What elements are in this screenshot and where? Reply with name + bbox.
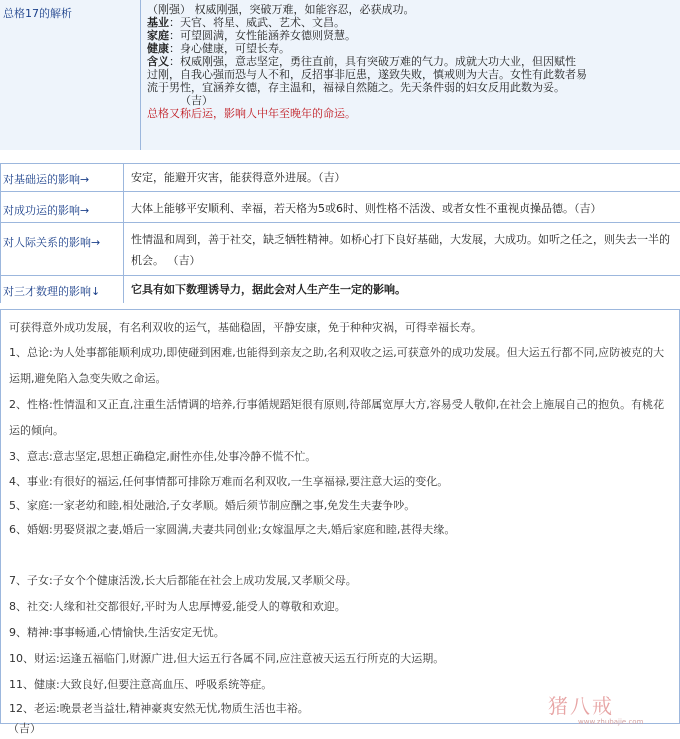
row-value: 性情温和周到，善于社交，缺乏牺牲精神。如桥心打下良好基础，大发展，大成功。如听之任之，则失去一半的机会。 （吉） <box>131 233 670 267</box>
footer-ji: （吉） <box>8 722 41 735</box>
list-item: 10、财运:运逢五福临门,财源广进,但大运五行各属不同,应注意被天运五行所克的大运期。 <box>9 652 445 665</box>
watermark-logo: 猪八戒 <box>548 694 614 718</box>
list-item: 7、子女:子女个个健康活泼,长大后都能在社会上成功发展,又孝顺父母。 <box>9 574 357 587</box>
detail-line-ji: （吉） <box>180 94 213 107</box>
row-value: 大体上能够平安顺利、幸福，若天格为5或6时、则性格不活泼、或者女性不重视贞操品德。（吉） <box>131 202 602 215</box>
watermark-url: www.zhubajie.com <box>578 718 644 726</box>
list-item: 8、社交:人缘和社交都很好,平时为人忠厚博爱,能受人的尊敬和欢迎。 <box>9 600 346 613</box>
row-value: 安定，能避开灾害，能获得意外进展。（吉） <box>131 171 346 184</box>
detail-line: 过刚，自我心强而恐与人不和，反招事非厄患，遂致失败，慎戒则为大吉。女性有此数者易 <box>147 68 587 81</box>
summary-text: 可获得意外成功发展，有名利双收的运气，基础稳固，平静安康，免于种种灾祸，可得幸福长寿。 <box>9 321 482 334</box>
row-label: 对基础运的影响→ <box>3 173 90 186</box>
detail-line: 流于男性，宜涵养女德，存主温和，福禄自然随之。先天条件弱的妇女反用此数为妥。 <box>147 81 565 94</box>
detail-line-jiating: 家庭：可望圆满，女性能涵养女德则贤慧。 <box>147 29 356 42</box>
list-item: 12、老运:晚景老当益壮,精神豪爽安然无忧,物质生活也丰裕。 <box>9 702 309 715</box>
table-row <box>0 191 680 223</box>
list-item: 11、健康:大致良好,但要注意高血压、呼吸系统等症。 <box>9 678 273 691</box>
list-item: 4、事业:有很好的福运,任何事情都可排除万难而名利双收,一生享福禄,要注意大运的变化。 <box>9 475 449 488</box>
list-item: 9、精神:事事畅通,心情愉快,生活安定无忧。 <box>9 626 225 639</box>
detail-line-jiankang: 健康：身心健康，可望长寿。 <box>147 42 290 55</box>
detail-line-note: 总格又称后运，影响人中年至晚年的命运。 <box>147 107 356 120</box>
list-item: 3、意志:意志坚定,思想正确稳定,耐性亦佳,处事冷静不慌不忙。 <box>9 450 317 463</box>
list-item: 1、总论:为人处事都能顺利成功,即使碰到困难,也能得到亲友之助,名利双收之运,可获意外的成功发展。但大运五行都不同,应防被克的大运期,避免陷入急变失败之命运。 <box>9 346 665 385</box>
table-row <box>0 163 680 192</box>
table-row <box>0 275 680 304</box>
shuli-detail-panel <box>0 309 680 724</box>
row-value: 它具有如下数理诱导力，据此会对人生产生一定的影响。 <box>131 283 406 296</box>
detail-line-hanyi: 含义：权威刚强，意志坚定，勇往直前，具有突破万难的气力。成就大功大业，但因赋性 <box>147 55 576 68</box>
list-item: 2、性格:性情温和又正直,注重生活情调的培养,行事循规蹈矩很有原则,待部属宽厚大方,容易受人敬仰,在社会上施展自己的抱负。有桃花运的倾向。 <box>9 398 665 437</box>
watermark <box>548 690 676 730</box>
influence-table <box>0 163 680 303</box>
zongge-analysis-table <box>0 0 680 150</box>
detail-line: （刚强） 权威刚强，突破万难，如能容忍，必获成功。 <box>147 3 415 16</box>
table-row <box>0 222 680 276</box>
list-item: 5、家庭:一家老幼和睦,相处融洽,子女孝顺。婚后须节制应酬之事,免发生夫妻争吵。 <box>9 499 416 512</box>
row-label: 对三才数理的影响↓ <box>3 285 101 298</box>
row-label: 对成功运的影响→ <box>3 204 90 217</box>
row-label: 对人际关系的影响→ <box>3 236 101 249</box>
column-divider <box>140 0 141 150</box>
zongge-detail <box>147 3 675 120</box>
detail-line-jiye: 基业：天官、将星、威武、艺术、文昌。 <box>147 16 345 29</box>
list-item: 6、婚姻:男娶贤淑之妻,婚后一家圆满,夫妻共同创业;女嫁温厚之夫,婚后家庭和睦,甚得夫缘。 <box>9 523 456 536</box>
zongge-label: 总格17的解析 <box>3 7 72 20</box>
